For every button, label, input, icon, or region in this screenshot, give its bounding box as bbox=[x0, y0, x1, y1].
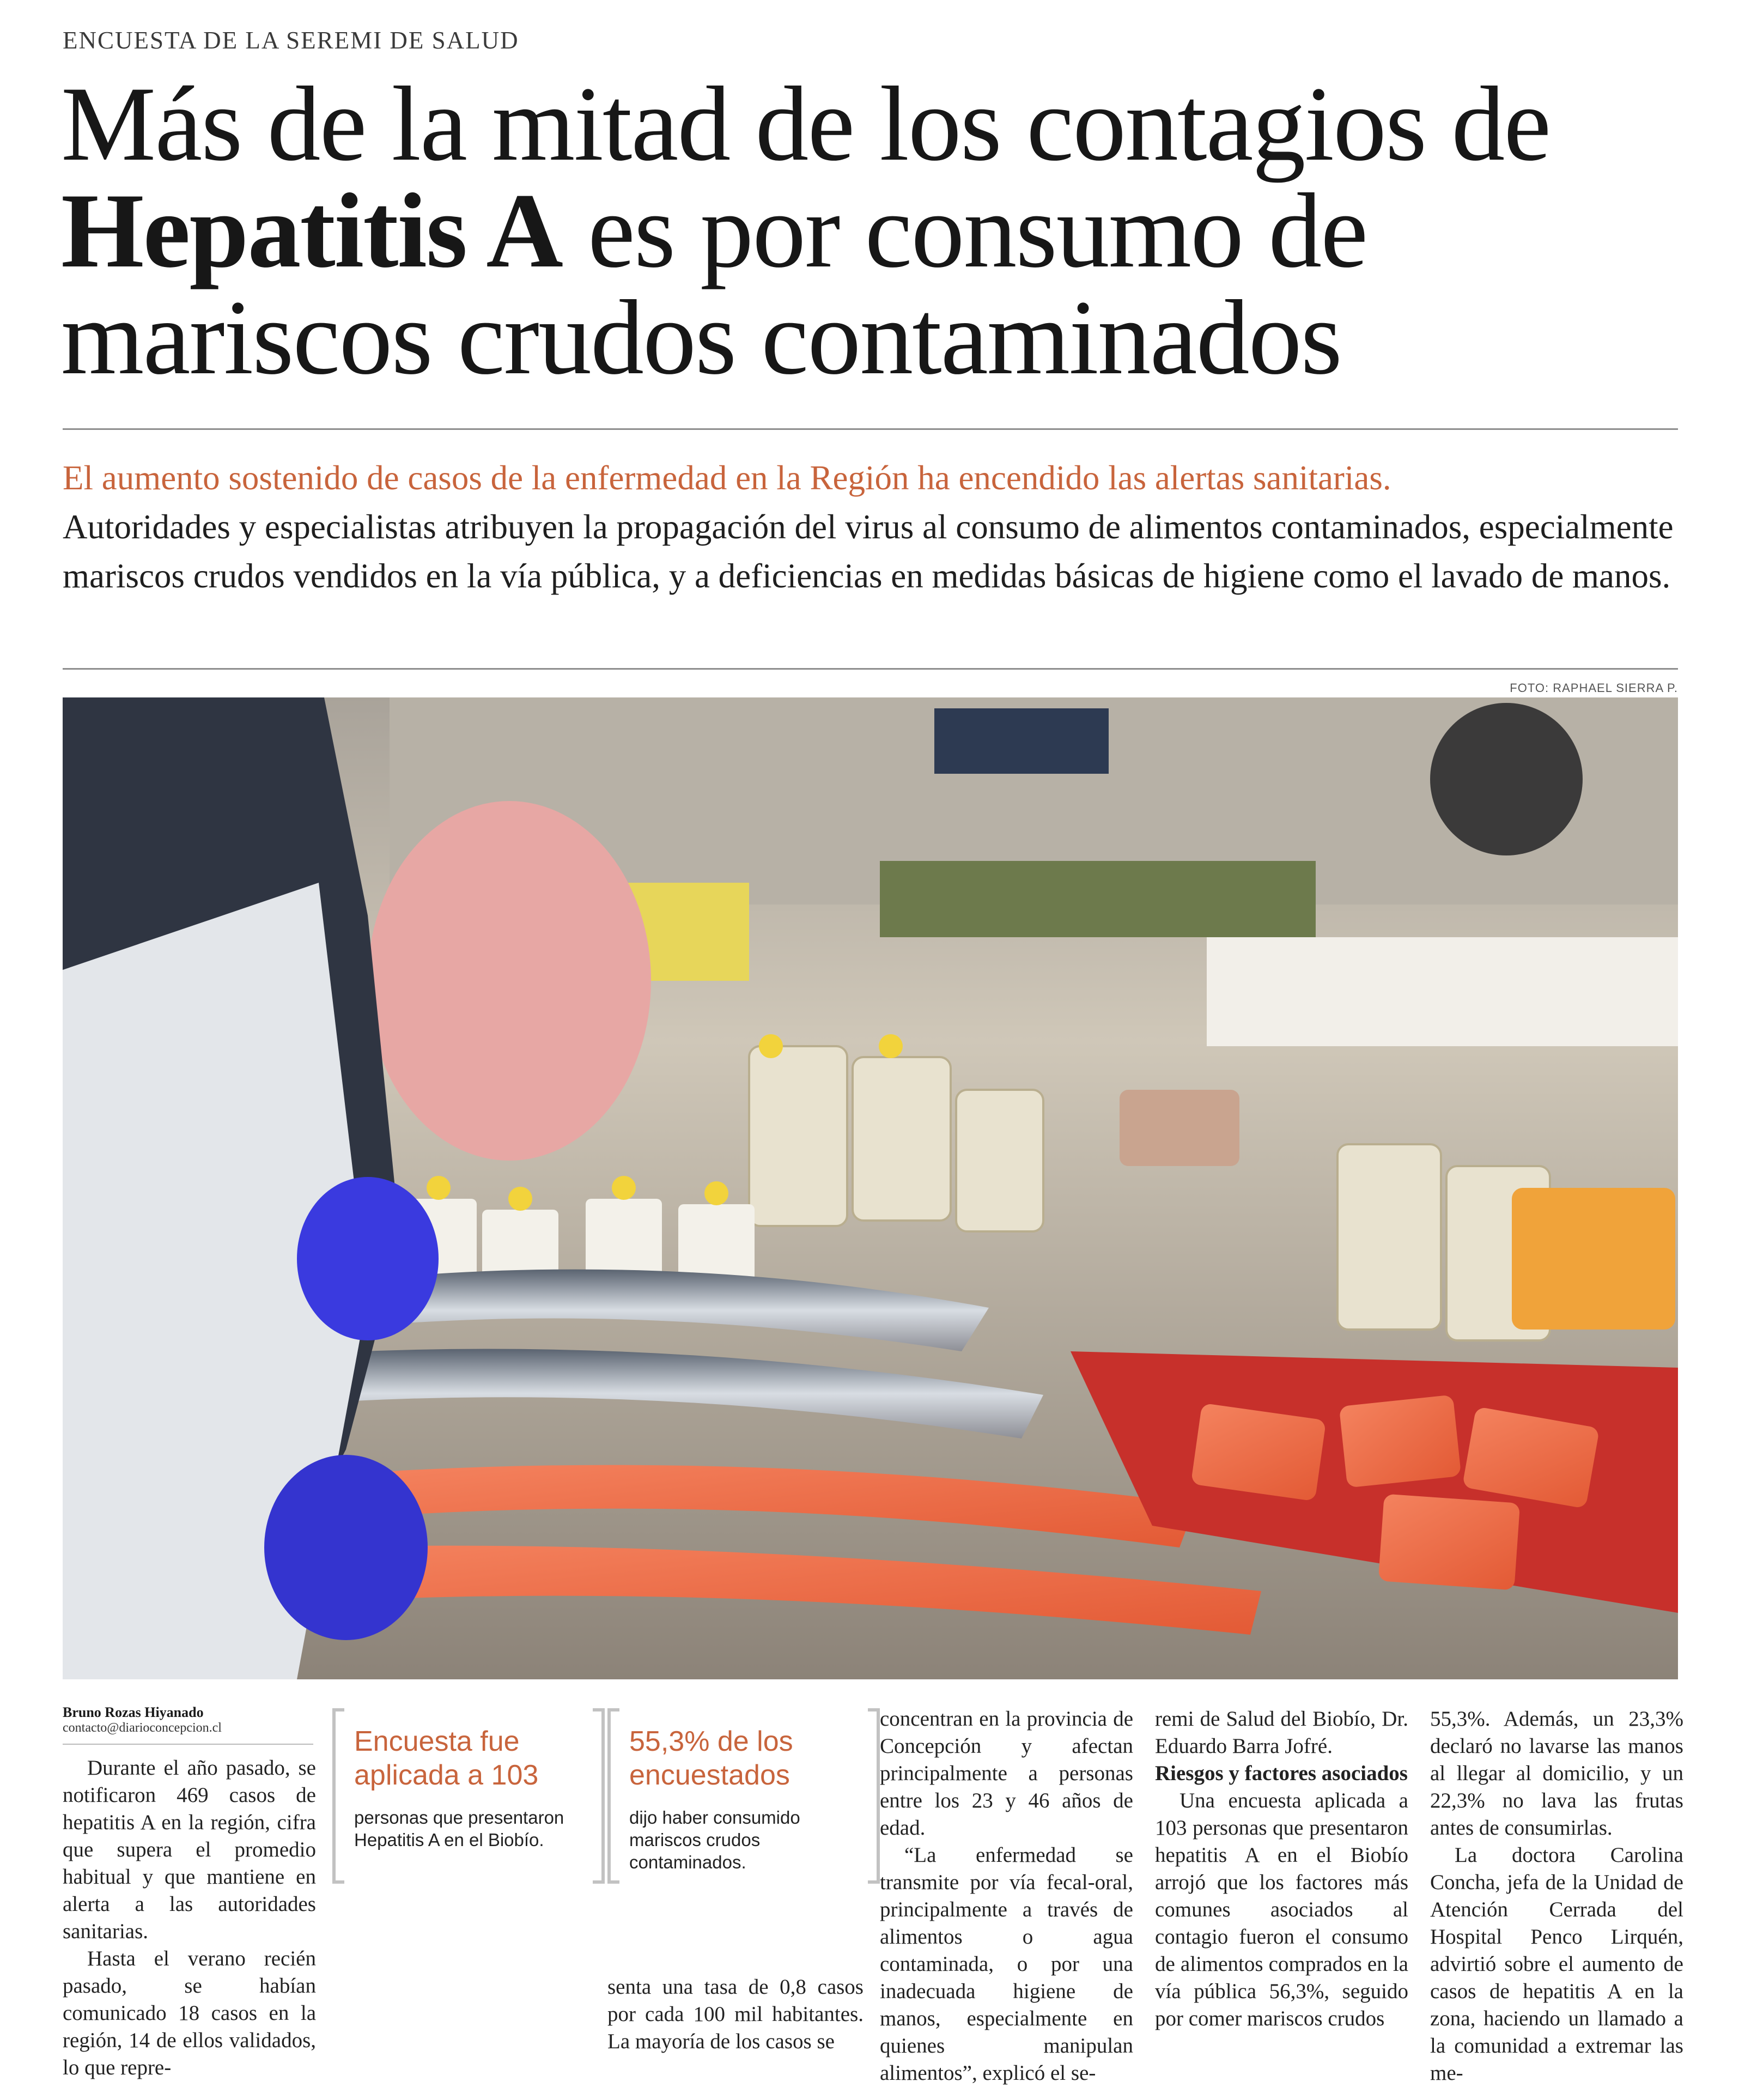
callout-big-text: 55,3% de los encuestados bbox=[629, 1726, 793, 1791]
paragraph: 55,3%. Además, un 23,3% declaró no lavarse las manos al llegar al domicilio, y un 22,3% no lava las frutas antes de consumirlas. bbox=[1430, 1707, 1683, 1840]
paragraph: Durante el año pasado, se notificaron 469 casos de hepatitis A en la región, cifra que supera el promedio habitual y que mantiene en alerta a las autoridades sanitarias. bbox=[63, 1756, 316, 1943]
headline-line3: mariscos crudos contaminados bbox=[61, 278, 1341, 397]
callout-small-text: personas que presentaron Hepatitis A en el Biobío. bbox=[354, 1807, 564, 1850]
subhead: Riesgos y factores asociados bbox=[1155, 1762, 1408, 1785]
callout-small-text: dijo haber consumido mariscos crudos contaminados. bbox=[629, 1807, 800, 1872]
callout-big-text: Encuesta fue aplicada a 103 bbox=[354, 1726, 539, 1791]
paragraph: senta una tasa de 0,8 casos por cada 100 mil habitantes. La mayoría de los casos se bbox=[607, 1975, 864, 2053]
callout-survey-size bbox=[332, 1708, 605, 1884]
paragraph: remi de Salud del Biobío, Dr. Eduardo Barra Jofré. bbox=[1155, 1707, 1408, 1758]
bracket-left bbox=[607, 1708, 619, 1884]
paragraph: Hasta el verano recién pasado, se habían comunicado 18 casos en la región, 14 de ellos validados, lo que repre- bbox=[63, 1947, 316, 2079]
callout-percentage bbox=[607, 1708, 880, 1884]
deck-rule bbox=[63, 668, 1678, 670]
article-column-4 bbox=[1155, 1706, 1408, 2032]
kicker: ENCUESTA DE LA SEREMI DE SALUD bbox=[63, 27, 519, 54]
market-photo bbox=[63, 697, 1678, 1679]
deck-body: Autoridades y especialistas atribuyen la propagación del virus al consumo de alimentos contaminados, especialmente mariscos crudos vendidos en la vía pública, y a deficiencias en medidas básicas de higiene como el lavado de manos. bbox=[63, 508, 1674, 595]
photo-credit: FOTO: RAPHAEL SIERRA P. bbox=[1510, 681, 1678, 695]
paragraph: Una encuesta aplicada a 103 personas que presentaron hepatitis A en el Biobío arrojó que los factores más comunes asociados al contagio fueron el consumo de alimentos comprados en la vía pública 56,3%, seguido por comer mariscos crudos bbox=[1155, 1789, 1408, 2030]
article-column-5 bbox=[1430, 1706, 1683, 2087]
deck-lead: El aumento sostenido de casos de la enfermedad en la Región ha encendido las alertas sanitarias. bbox=[63, 459, 1391, 497]
headline-bold: Hepatitis A bbox=[61, 172, 562, 290]
byline bbox=[63, 1704, 313, 1735]
byline-email: contacto@diarioconcepcion.cl bbox=[63, 1721, 222, 1735]
paragraph: concentran en la provincia de Concepción y afectan principalmente a personas entre los 23 y 46 años de edad. bbox=[880, 1707, 1133, 1840]
bracket-right bbox=[868, 1708, 880, 1884]
article-column-3 bbox=[880, 1706, 1133, 2087]
byline-rule bbox=[63, 1744, 313, 1745]
top-rule bbox=[63, 428, 1678, 430]
bracket-left bbox=[332, 1708, 344, 1884]
paragraph: “La enfermedad se transmite por vía fecal-oral, principalmente a través de alimentos o agua contaminada, o por una inadecuada higiene de manos, especialmente en quienes manipulan alimentos”, explicó el se- bbox=[880, 1843, 1133, 2085]
headline bbox=[61, 65, 1685, 397]
byline-name: Bruno Rozas Hiyanado bbox=[63, 1704, 204, 1720]
deck bbox=[63, 453, 1678, 600]
headline-line2: es por consumo de bbox=[562, 172, 1367, 290]
article-column-2 bbox=[607, 1974, 864, 2055]
article-column-1 bbox=[63, 1755, 316, 2081]
headline-line1: Más de la mitad de los contagios de bbox=[61, 65, 1550, 183]
bracket-right bbox=[593, 1708, 605, 1884]
paragraph: La doctora Carolina Concha, jefa de la Unidad de Atención Cerrada del Hospital Penco Lirquén, advirtió sobre el aumento de casos de hepatitis A en la zona, haciendo un llamado a la comunidad a extremar las me- bbox=[1430, 1843, 1683, 2085]
